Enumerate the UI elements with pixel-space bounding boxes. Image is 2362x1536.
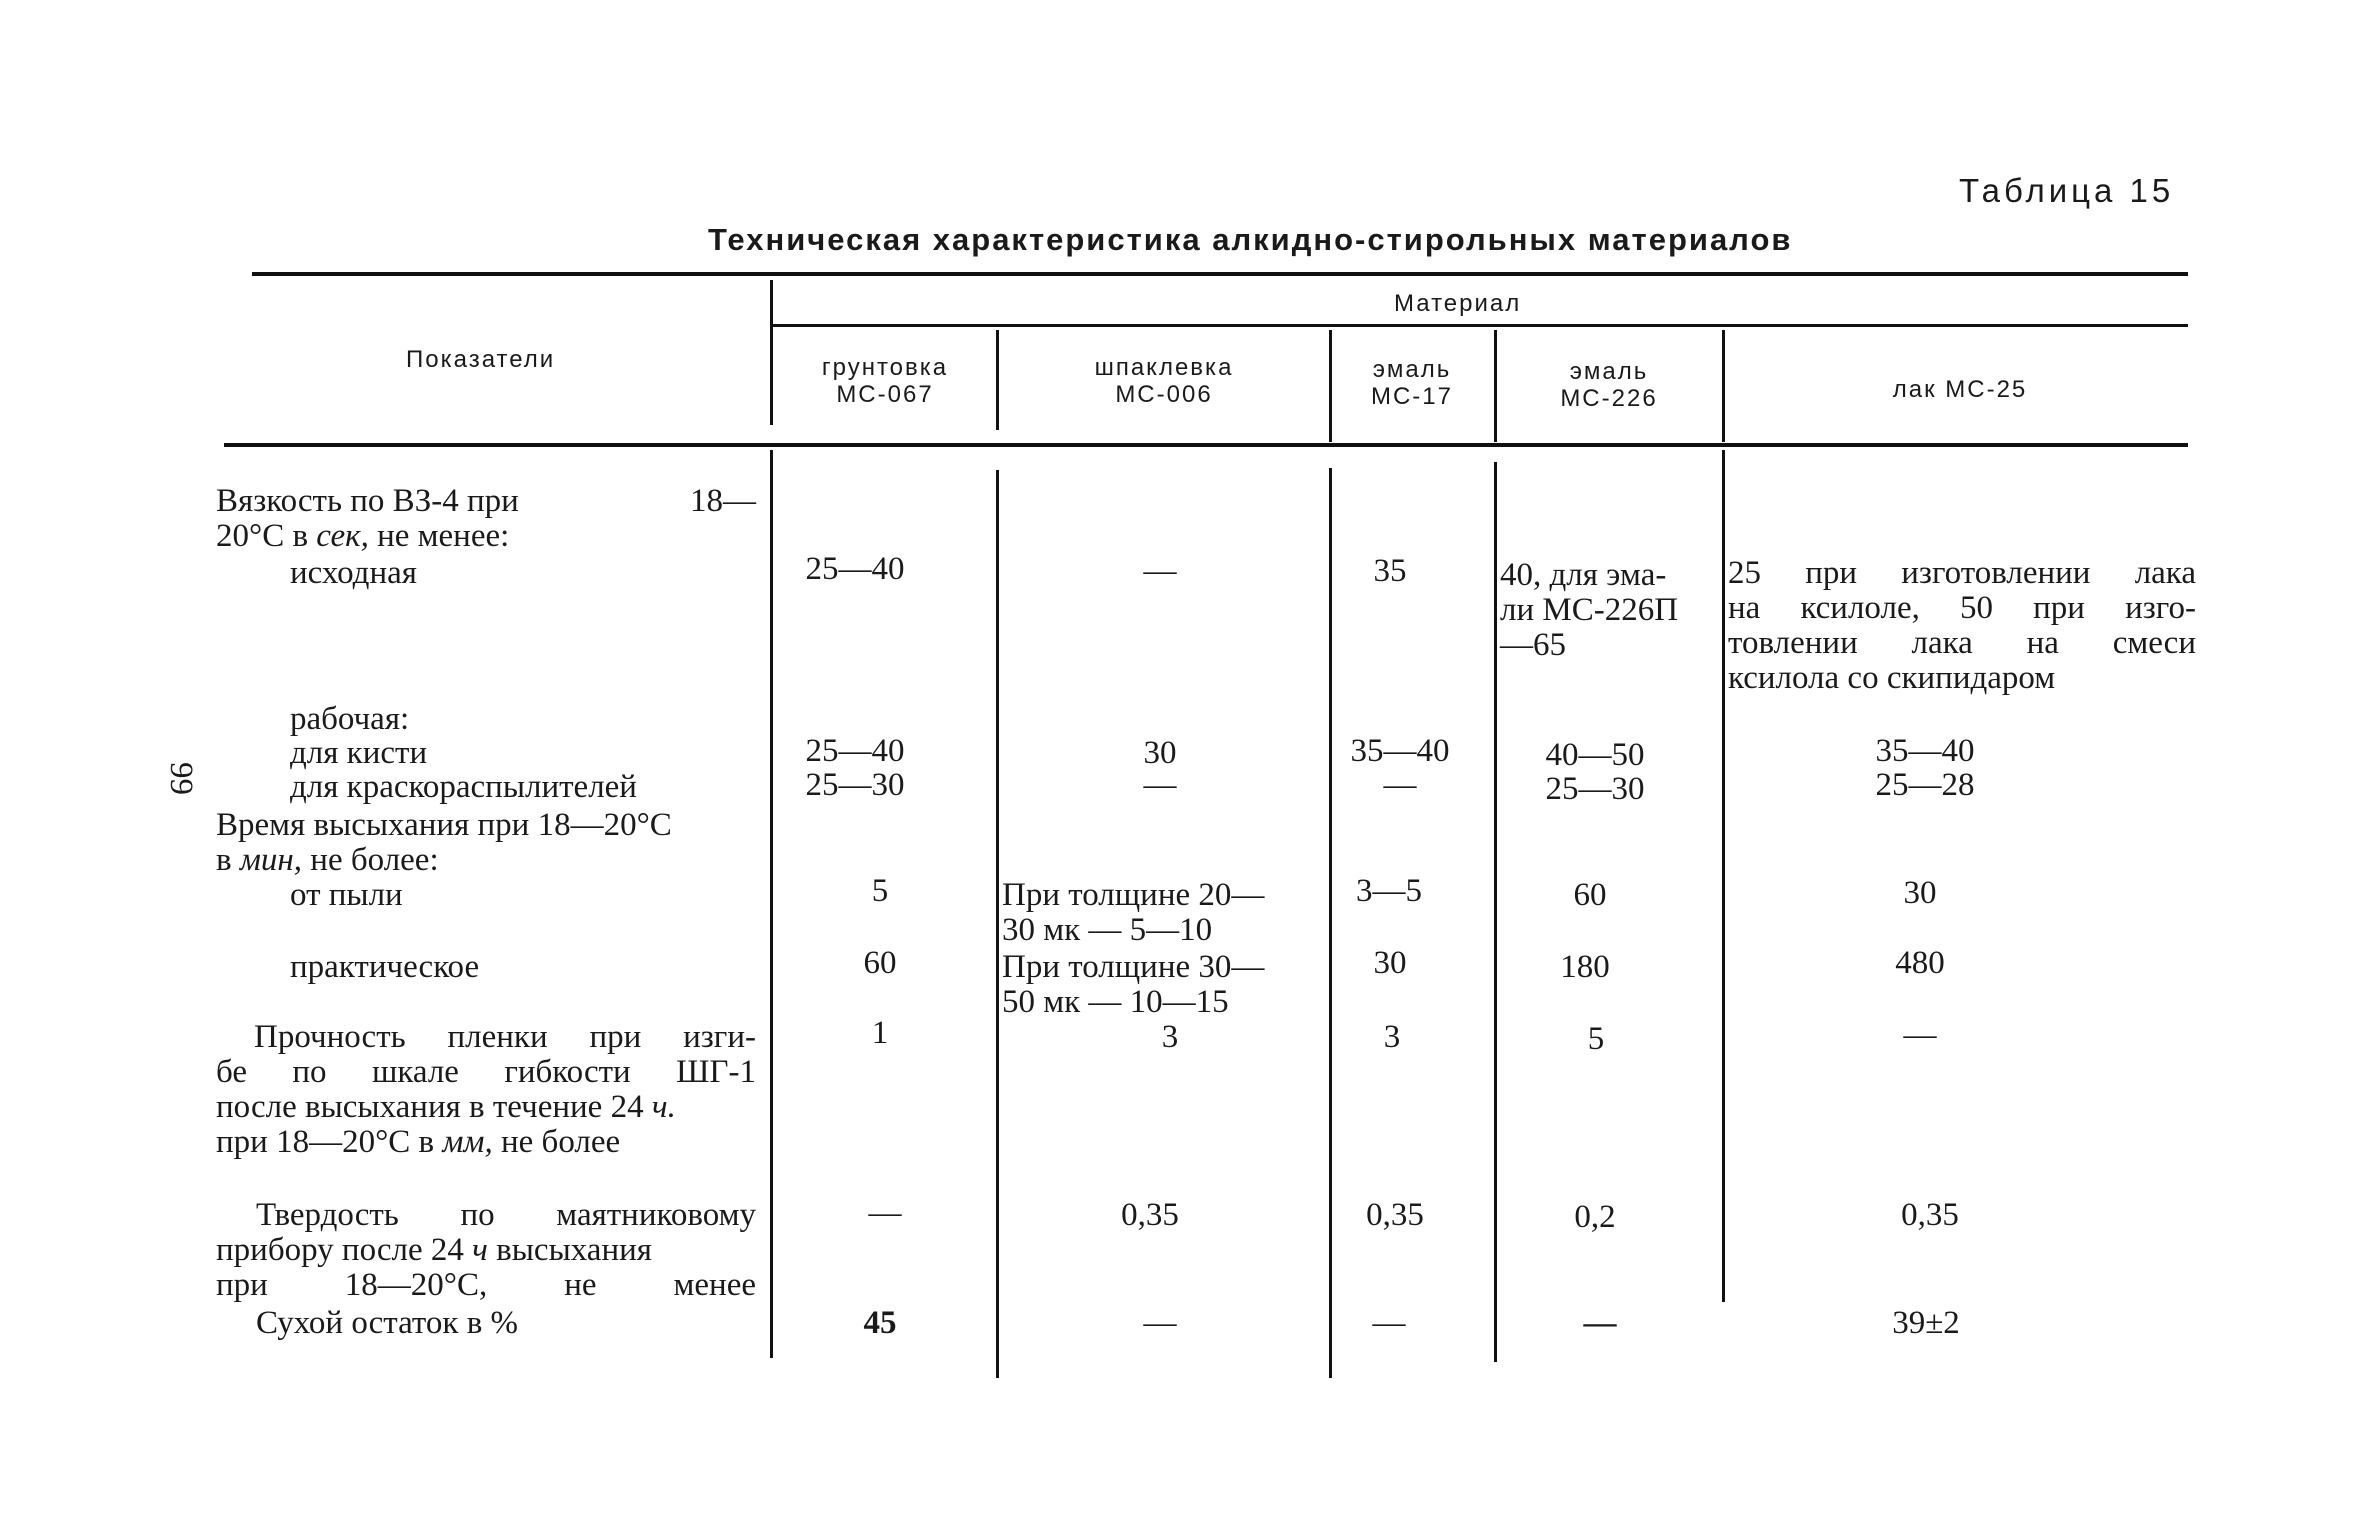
viscosity-initial-ms067: 25—40 [805,551,905,587]
spray-ms17: — [1383,767,1417,803]
col-divider-5 [1722,330,1725,442]
dry-residue-ms226: — [1583,1305,1617,1341]
page-number: 99 [163,762,199,795]
spray-ms226: 25—30 [1545,771,1645,807]
hardness-ms25: 0,35 [1901,1197,1959,1233]
practical-ms17: 30 [1373,945,1407,981]
viscosity-initial-ms25: 25 при изготовлении лака на ксилоле, 50 при изго- товлении лака на смеси ксилола со скипидаром [1728,555,2196,696]
brush-ms17: 35—40 [1350,733,1450,769]
viscosity-initial-ms226: 40, для эма- ли МС-226П —65 [1500,557,1679,663]
bend-ms006: 3 [1161,1019,1179,1055]
dust-ms067: 5 [871,873,889,909]
dust-ms226: 60 [1573,877,1607,913]
col-divider-3 [1329,330,1332,442]
dry-residue-ms25: 39±2 [1892,1305,1960,1341]
spray-ms25: 25—28 [1875,767,1975,803]
spray-ms006: — [1143,767,1177,803]
table-title: Техническая характеристика алкидно-стирольных материалов [708,222,1793,257]
header-material: Материал [1394,290,1522,317]
header-col-5: лак МС-25 [1892,376,2028,403]
hardness-ms067: — [868,1195,902,1231]
col-divider-4 [1494,330,1497,442]
header-indicators: Показатели [406,346,556,373]
drying-label: Время высыхания при 18—20°С в мин, не более: [216,807,672,878]
viscosity-initial-ms006: — [1143,553,1177,589]
spray-ms067: 25—30 [805,767,905,803]
bend-ms25: — [1903,1017,1937,1053]
material-rule [772,324,2188,327]
practical-ms226: 180 [1560,949,1610,985]
col-divider-1 [770,280,773,425]
drying-practical-label: практическое [290,949,480,985]
dust-ms006: При толщине 20— 30 мк — 5—10 [1002,877,1265,948]
header-col-4: эмаль МС-226 [1560,358,1658,412]
header-col-3: эмаль МС-17 [1370,356,1453,410]
hardness-ms006: 0,35 [1121,1197,1179,1233]
header-bottom-rule [224,443,2188,447]
practical-ms25: 480 [1895,945,1945,981]
bend-ms067: 1 [871,1015,889,1051]
viscosity-initial-label: исходная [290,555,417,591]
practical-ms067: 60 [863,945,897,981]
table-top-rule [252,272,2188,276]
col-divider-5-body [1722,450,1725,1302]
col-divider-3-body [1329,468,1332,1378]
viscosity-brush-label: для кисти [290,735,428,771]
header-col-2: шпаклевка МС-006 [1094,354,1234,408]
col-divider-2-body [996,470,999,1378]
viscosity-initial-ms17: 35 [1373,553,1407,589]
brush-ms067: 25—40 [805,733,905,769]
brush-ms25: 35—40 [1875,733,1975,769]
dust-ms25: 30 [1903,875,1937,911]
viscosity-working-label: рабочая: [290,701,410,737]
dry-residue-ms006: — [1143,1305,1177,1341]
header-col-1: грунтовка МС-067 [821,354,949,408]
dry-residue-ms067: 45 [863,1305,897,1341]
col-divider-1-body [770,450,773,1358]
hardness-ms17: 0,35 [1366,1197,1424,1233]
viscosity-spray-label: для краскораспылителей [290,769,637,805]
dust-ms17: 3—5 [1356,873,1422,909]
drying-dust-label: от пыли [290,877,403,913]
bend-label: Прочность пленки при изги- бе по шкале гибкости ШГ-1 после высыхания в течение 24 ч. при 18—20°С в мм, не более [216,1019,756,1160]
viscosity-label: Вязкость по ВЗ-4 при 18— 20°С в сек, не менее: [216,483,756,554]
dry-residue-ms17: — [1372,1305,1406,1341]
table-number: Таблица 15 [1959,172,2175,209]
brush-ms006: 30 [1143,735,1177,771]
hardness-label: Твердость по маятниковому прибору после 24 ч высыхания при 18—20°С, не менее [216,1197,756,1303]
brush-ms226: 40—50 [1545,737,1645,773]
col-divider-4-body [1494,462,1497,1362]
bend-ms17: 3 [1383,1019,1401,1055]
col-divider-2 [996,330,999,430]
hardness-ms226: 0,2 [1574,1199,1616,1235]
dry-residue-label: Сухой остаток в % [256,1305,519,1341]
bend-ms226: 5 [1587,1021,1605,1057]
practical-ms006: При толщине 30— 50 мк — 10—15 [1002,949,1265,1020]
